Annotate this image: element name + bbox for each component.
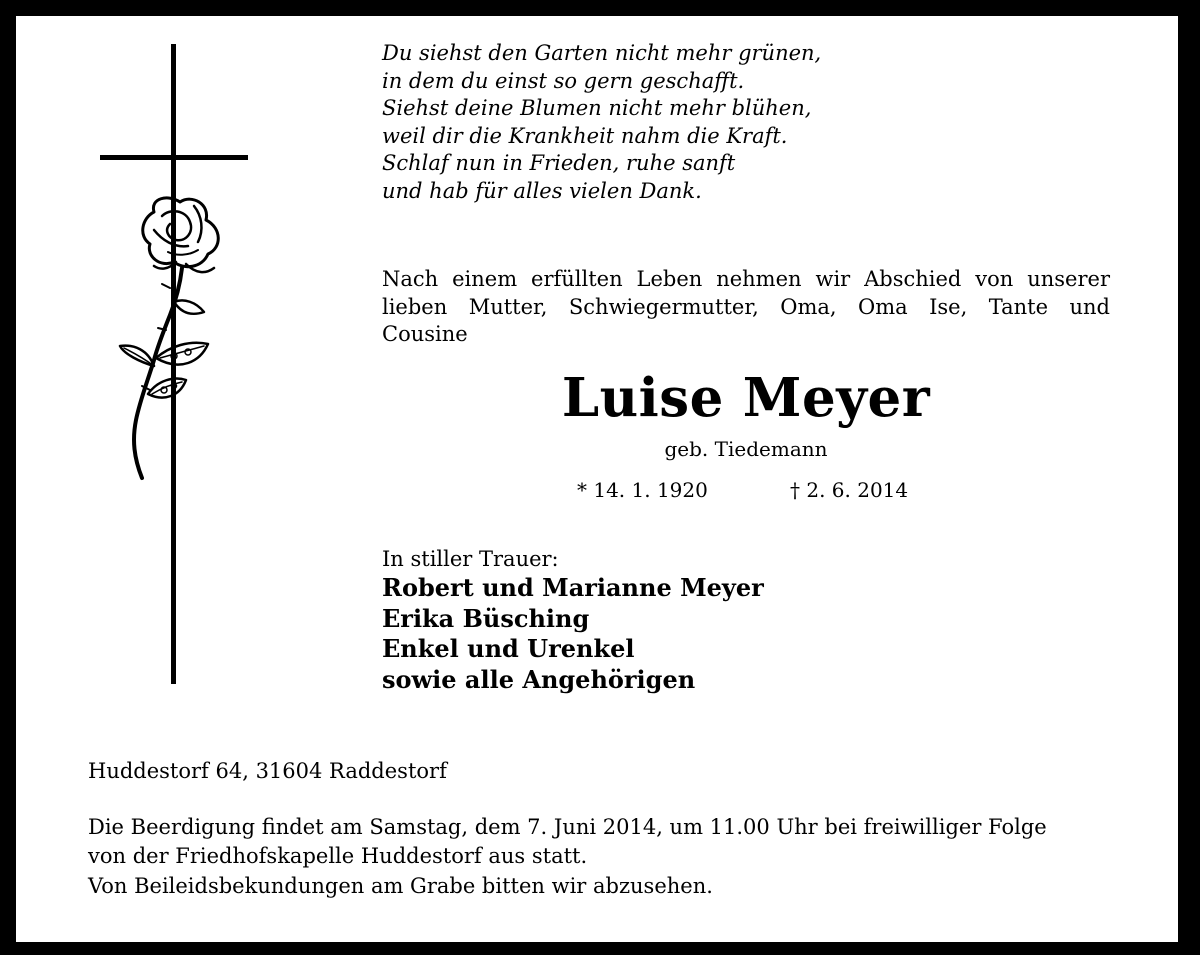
poem-line: in dem du einst so gern geschafft. — [382, 68, 745, 93]
poem-line: Schlaf nun in Frieden, ruhe sanft — [382, 151, 736, 175]
funeral-line: Die Beerdigung findet am Samstag, dem 7. Juni 2014, um 11.00 Uhr bei freiwilliger Folge — [88, 815, 1047, 839]
birth-date: * 14. 1. 1920 — [577, 478, 708, 502]
poem-line: Du siehst den Garten nicht mehr grünen, — [382, 41, 822, 65]
funeral-info — [88, 813, 1047, 871]
poem-line: und hab für alles vielen Dank. — [382, 178, 702, 203]
rose-icon — [110, 190, 240, 490]
mourner-name: sowie alle Angehörigen — [382, 664, 696, 694]
intro-line: Nach einem erfüllten Leben nehmen wir Abschied von unserer — [382, 267, 1110, 291]
intro-line: Cousine — [382, 322, 468, 346]
mourner-name: Robert und Marianne Meyer — [382, 573, 764, 602]
mourner-name: Erika Büsching — [382, 603, 590, 633]
deceased-name: Luise Meyer — [561, 367, 931, 429]
funeral-line: von der Friedhofskapelle Huddestorf aus statt. — [88, 844, 588, 868]
family-address: Huddestorf 64, 31604 Raddestorf — [88, 759, 447, 783]
poem-line: Siehst deine Blumen nicht mehr blühen, — [382, 96, 812, 120]
mourners-list — [382, 573, 764, 695]
poem — [382, 40, 821, 205]
condolence-note: Von Beileidsbekundungen am Grabe bitten wir abzusehen. — [88, 874, 713, 898]
mourning-label: In stiller Trauer: — [382, 547, 559, 571]
intro-paragraph — [382, 266, 1110, 349]
cross-horizontal-beam — [100, 155, 248, 160]
intro-line: lieben Mutter, Schwiegermutter, Oma, Oma Ise, Tante und — [382, 294, 1110, 319]
mourner-name: Enkel und Urenkel — [382, 634, 635, 663]
maiden-name: geb. Tiedemann — [664, 437, 828, 461]
death-date: † 2. 6. 2014 — [790, 478, 909, 502]
poem-line: weil dir die Krankheit nahm die Kraft. — [382, 123, 788, 148]
